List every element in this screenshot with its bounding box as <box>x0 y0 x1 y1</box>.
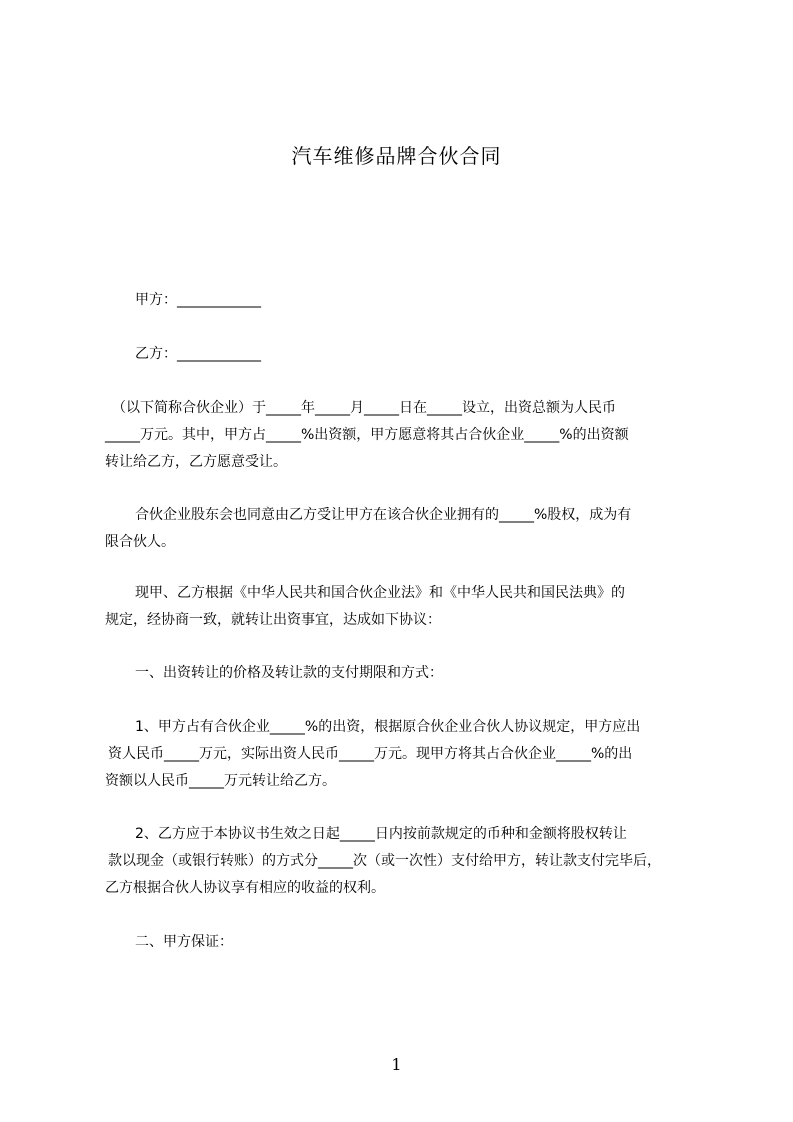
party-a-line <box>105 287 710 314</box>
basis-paragraph <box>105 580 710 634</box>
section-2-heading: 二、甲方保证： <box>135 934 233 950</box>
section-1-heading: 一、出资转让的价格及转让款的支付期限和方式： <box>135 665 443 681</box>
shareholders-paragraph <box>105 502 710 556</box>
clause-2-line-2: 款以现金（或银行转账）的方式分_____次（或一次性）支付给甲方，转让款支付完毕后， <box>108 853 661 869</box>
clause-1-paragraph <box>105 714 710 795</box>
page-number: 1 <box>391 1055 402 1074</box>
clause-1-line-3: 资额以人民币_____万元转让给乙方。 <box>105 773 336 789</box>
intro-line-2: _____万元。其中，甲方占_____%出资额，甲方愿意将其占合伙企业_____%的出资额 <box>105 427 629 443</box>
intro-line-3: 转让给乙方，乙方愿意受让。 <box>105 454 287 470</box>
clause-2-paragraph <box>105 821 710 902</box>
basis-line-1: 现甲、乙方根据《中华人民共和国合伙企业法》和《中华人民共和国民法典》的 <box>135 585 625 601</box>
intro-line-1: （以下简称合伙企业）于_____年_____月_____日在_____设立，出资总额为人民币 <box>112 400 616 416</box>
section-2-heading-line <box>105 929 710 956</box>
clause-1-line-1: 1、甲方占有合伙企业_____%的出资，根据原合伙企业合伙人协议规定，甲方应出 <box>135 719 641 735</box>
shareholders-line-1: 合伙企业股东会也同意由乙方受让甲方在该合伙企业拥有的_____%股权，成为有 <box>135 507 632 523</box>
party-a-text: 甲方：____________ <box>135 292 261 308</box>
document-title: 汽车维修品牌合伙合同 <box>291 144 502 168</box>
basis-line-2: 规定，经协商一致，就转让出资事宜，达成如下协议： <box>105 612 441 628</box>
section-1-heading-line <box>105 660 710 687</box>
party-b-line <box>105 341 710 368</box>
shareholders-line-2: 限合伙人。 <box>105 534 175 550</box>
party-b-text: 乙方：____________ <box>135 346 261 362</box>
intro-paragraph <box>105 395 710 476</box>
clause-1-line-2: 资人民币_____万元，实际出资人民币_____万元。现甲方将其占合伙企业_____%的出 <box>108 746 633 762</box>
clause-2-line-1: 2、乙方应于本协议书生效之日起_____日内按前款规定的币种和金额将股权转让 <box>135 826 627 842</box>
clause-2-line-3: 乙方根据合伙人协议享有相应的收益的权利。 <box>105 880 385 896</box>
